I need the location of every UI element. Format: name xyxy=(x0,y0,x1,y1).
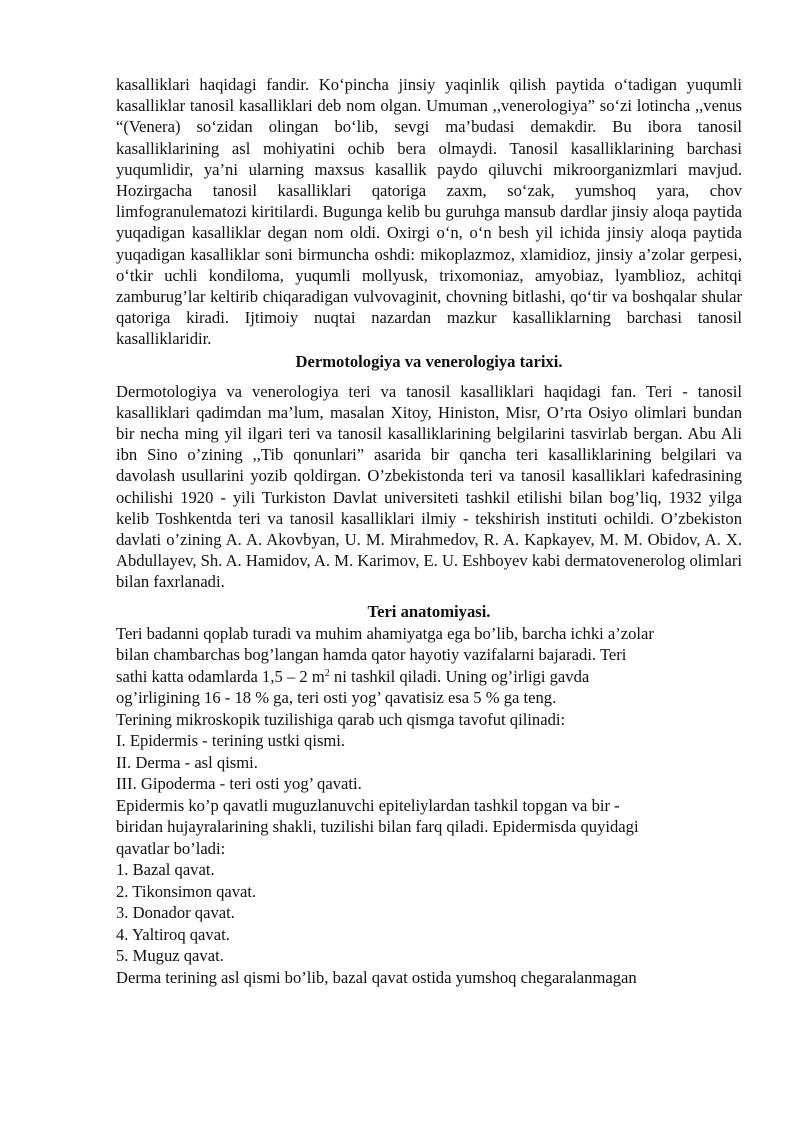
epidermis-layer-item: 4. Yaltiroq qavat. xyxy=(116,924,230,944)
epidermis-line: biridan hujayralarining shakli, tuzilishi bilan farq qiladi. Epidermisda quyidagi xyxy=(116,817,639,837)
intro-paragraph: kasalliklari haqidagi fandir. Ko‘pincha jinsiy yaqinlik qilish paytida o‘tadigan yuqumli kasalliklar tanosil kasalliklari deb nom olgan. Umuman ,,venerologiya” so‘zi lotincha ,,venus “(Venera) so‘zidan olingan bo‘lib, sevgi ma’budasi demakdir. Bu ibora tanosil kasalliklarining asl mohiyatini ochib bera olmaydi. Tanosil kasalliklarining barchasi yuqumlidir, ya’ni ularning maxsus kasallik paydo qiluvchi mikroorganizmlari mavjud. Hozirgacha tanosil kasalliklari qatoriga zaxm, so‘zak, yumshoq yara, chov limfogranulematozi kiritilardi. Bugunga kelib bu guruhga mansub dardlar jinsiy aloqa paytida yuqadigan kasalliklar degan nom oldi. Oxirgi o‘n, o‘n besh yil ichida jinsiy aloqa paytida yuqadigan kasalliklar soni birmuncha oshdi: mikoplazmoz, xlamidioz, jinsiy a’zolar gerpesi, o‘tkir uchli kondiloma, yuqumli mollyusk, trixomoniaz, amyobiaz, lyamblioz, achitqi zamburug’lar keltirib chiqaradigan vulvovaginit, chovning bitlashi, qo‘tir va boshqalar shular qatoriga kiradi. Ijtimoiy nuqtai nazardan mazkur kasalliklarning barchasi tanosil kasalliklaridir. xyxy=(116,75,742,349)
epidermis-line: Epidermis ko’p qavatli muguzlanuvchi epiteliylardan tashkil topgan va bir - xyxy=(116,795,620,815)
skin-part-item: I. Epidermis - terining ustki qismi. xyxy=(116,731,346,751)
epidermis-layer-item: 5. Muguz qavat. xyxy=(116,946,224,966)
epidermis-layer-item: 3. Donador qavat. xyxy=(116,903,235,923)
area-text-before: sathi katta odamlarda 1,5 – 2 m xyxy=(116,666,325,686)
anatomy-line: Teri badanni qoplab turadi va muhim ahamiyatga ega bo’lib, barcha ichki a’zolar xyxy=(116,623,654,643)
anatomy-heading: Teri anatomiyasi. xyxy=(367,601,491,621)
area-text-after: ni tashkil qiladi. Uning og’irligi gavda xyxy=(329,666,590,686)
document-page xyxy=(116,74,742,988)
epidermis-layer-item: 1. Bazal qavat. xyxy=(116,860,215,880)
epidermis-layer-item: 2. Tikonsimon qavat. xyxy=(116,881,257,901)
epidermis-line: qavatlar bo’ladi: xyxy=(116,838,226,858)
derma-line: Derma terining asl qismi bo’lib, bazal qavat ostida yumshoq chegaralanmagan xyxy=(116,967,637,987)
area-superscript: 2 xyxy=(324,667,330,679)
anatomy-line: Terining mikroskopik tuzilishiga qarab uch qismga tavofut qilinadi: xyxy=(116,709,566,729)
history-heading: Dermotologiya va venerologiya tarixi. xyxy=(295,351,563,371)
skin-part-item: III. Gipoderma - teri osti yog’ qavati. xyxy=(116,774,362,794)
skin-part-item: II. Derma - asl qismi. xyxy=(116,752,258,772)
anatomy-section xyxy=(116,623,742,989)
anatomy-line: og’irligining 16 - 18 % ga, teri osti yog’ qavatisiz esa 5 % ga teng. xyxy=(116,688,557,708)
anatomy-line: bilan chambarchas bog’langan hamda qator hayotiy vazifalarni bajaradi. Teri xyxy=(116,645,627,665)
anatomy-line-area xyxy=(116,666,742,688)
history-paragraph: Dermotologiya va venerologiya teri va tanosil kasalliklari haqidagi fan. Teri - tanosil kasalliklari qadimdan ma’lum, masalan Xitoy, Hiniston, Misr, O’rta Osiyo olimlari bundan bir necha ming yil ilgari teri va tanosil kasalliklarining belgilarini tasvirlab bergan. Abu Ali ibn Sino o’zining ,,Tib qonunlari” asarida bir qancha teri kasalliklarining belgilari va davolash usullarini yozib qoldirgan. O’zbekistonda teri va tanosil kasalliklari kafedrasining ochilishi 1920 - yili Turkiston Davlat universiteti tashkil etilishi bilan bog’liq, 1932 yilga kelib Toshkentda teri va tanosil kasalliklari ilmiy - tekshirish instituti ochildi. O’zbekiston davlati o’zining A. A. Akovbyan, U. M. Mirahmedov, R. A. Kapkayev, M. M. Obidov, A. X. Abdullayev, Sh. A. Hamidov, A. M. Karimov, E. U. Eshboyev kabi dermatovenerolog olimlari bilan faxrlanadi. xyxy=(116,381,742,592)
